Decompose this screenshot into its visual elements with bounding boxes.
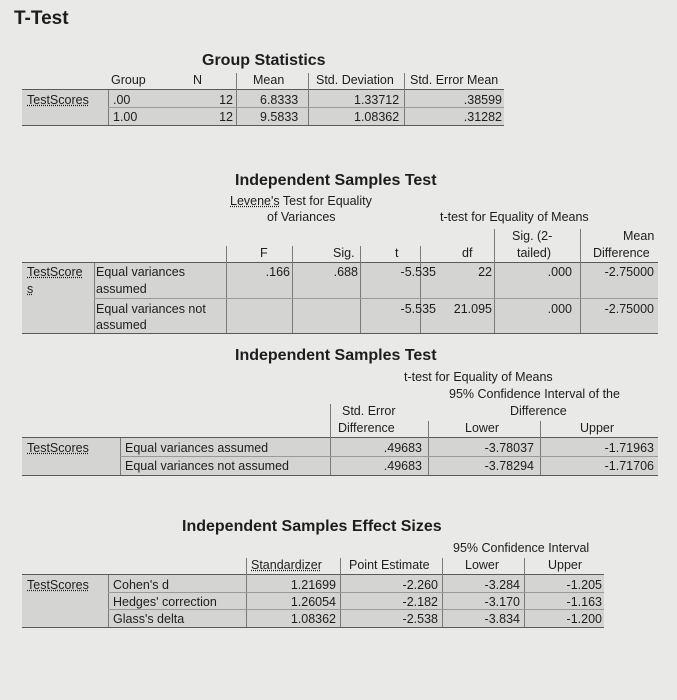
ci-header: 95% Confidence Interval — [453, 541, 590, 555]
cell-point-estimate: -2.538 — [402, 612, 438, 626]
header-f: F — [260, 246, 268, 260]
ist2-title: Independent Samples Test — [235, 347, 437, 364]
cell-sem: .31282 — [463, 110, 502, 124]
header-sig: Sig. — [333, 246, 355, 260]
header-standardizer: Standardizer — [251, 558, 322, 572]
cell-t: -5.535 — [400, 302, 436, 316]
cell-standardizer: 1.21699 — [290, 578, 336, 592]
ttest-header: t-test for Equality of Means — [404, 370, 553, 384]
cell-se: .49683 — [383, 459, 422, 473]
header-md-l2: Difference — [593, 246, 650, 260]
header-sig2-l1: Sig. (2- — [512, 229, 553, 243]
header-upper: Upper — [548, 558, 583, 572]
row-label: Equal variances assumed — [125, 441, 269, 455]
cell-point-estimate: -2.260 — [402, 578, 438, 592]
row-label-l2: assumed — [96, 282, 147, 296]
cell-lower: -3.834 — [484, 612, 520, 626]
cell-md: -2.75000 — [604, 265, 654, 279]
header-se-l1: Std. Error — [342, 404, 396, 418]
cell-n: 12 — [219, 110, 233, 124]
cell-md: -2.75000 — [604, 302, 654, 316]
cell-upper: -1.200 — [566, 612, 602, 626]
row-label: Glass's delta — [113, 612, 185, 626]
cell-n: 12 — [219, 93, 233, 107]
header-point-estimate: Point Estimate — [349, 558, 430, 572]
cell-lower: -3.78037 — [484, 441, 534, 455]
cell-lower: -3.78294 — [484, 459, 534, 473]
levene-header-2: of Variances — [267, 210, 336, 224]
row-label-l1: Equal variances — [96, 265, 185, 279]
cell-se: .49683 — [383, 441, 422, 455]
ist1-title: Independent Samples Test — [235, 172, 437, 189]
cell-lower: -3.284 — [484, 578, 520, 592]
cell-upper: -1.71706 — [604, 459, 654, 473]
header-n: N — [193, 73, 203, 87]
header-mean: Mean — [253, 73, 285, 87]
cell-sig2: .000 — [547, 302, 572, 316]
var-label-testscores: TestScores — [27, 441, 89, 455]
row-label: Hedges' correction — [113, 595, 217, 609]
header-df: df — [462, 246, 473, 260]
ci-header: 95% Confidence Interval of the — [449, 387, 620, 401]
cell-sig: .688 — [333, 265, 358, 279]
cell-t: -5.535 — [400, 265, 436, 279]
var-label-s: s — [27, 282, 34, 296]
cell-group: 1.00 — [113, 110, 138, 124]
ttest-header: t-test for Equality of Means — [440, 210, 589, 224]
cell-group: .00 — [113, 93, 131, 107]
cell-sem: .38599 — [463, 93, 502, 107]
header-md-l1: Mean — [623, 229, 655, 243]
cell-standardizer: 1.08362 — [290, 612, 336, 626]
cell-upper: -1.205 — [566, 578, 602, 592]
group-statistics-title: Group Statistics — [202, 52, 326, 69]
cell-standardizer: 1.26054 — [290, 595, 336, 609]
header-se-l2: Difference — [338, 421, 395, 435]
header-group: Group — [111, 73, 146, 87]
cell-mean: 6.8333 — [260, 93, 299, 107]
row-label-l1: Equal variances not — [96, 302, 206, 316]
cell-upper: -1.71963 — [604, 441, 654, 455]
cell-df: 22 — [478, 265, 492, 279]
cell-point-estimate: -2.182 — [402, 595, 438, 609]
header-sig2-l2: tailed) — [517, 246, 552, 260]
header-upper: Upper — [580, 421, 615, 435]
effect-title: Independent Samples Effect Sizes — [182, 518, 442, 535]
cell-df: 21.095 — [453, 302, 492, 316]
header-std-deviation: Std. Deviation — [316, 73, 394, 87]
var-label-testscores: TestScores — [27, 93, 89, 107]
cell-mean: 9.5833 — [260, 110, 299, 124]
cell-sd: 1.08362 — [354, 110, 400, 124]
cell-upper: -1.163 — [566, 595, 602, 609]
header-lower: Lower — [465, 558, 500, 572]
ci-header-2: Difference — [510, 404, 567, 418]
cell-f: .166 — [265, 265, 290, 279]
page-title: T-Test — [14, 8, 69, 29]
header-lower: Lower — [465, 421, 500, 435]
header-std-error-mean: Std. Error Mean — [410, 73, 499, 87]
row-label-l2: assumed — [96, 318, 147, 332]
cell-sig2: .000 — [547, 265, 572, 279]
var-label-testscores: TestScores — [27, 578, 89, 592]
row-label: Cohen's d — [113, 578, 169, 592]
cell-lower: -3.170 — [484, 595, 520, 609]
var-label-testscore: TestScore — [27, 265, 83, 279]
header-t: t — [395, 246, 399, 260]
row-label: Equal variances not assumed — [125, 459, 289, 473]
cell-sd: 1.33712 — [354, 93, 400, 107]
levene-header: Levene's Test for Equality — [230, 194, 372, 208]
